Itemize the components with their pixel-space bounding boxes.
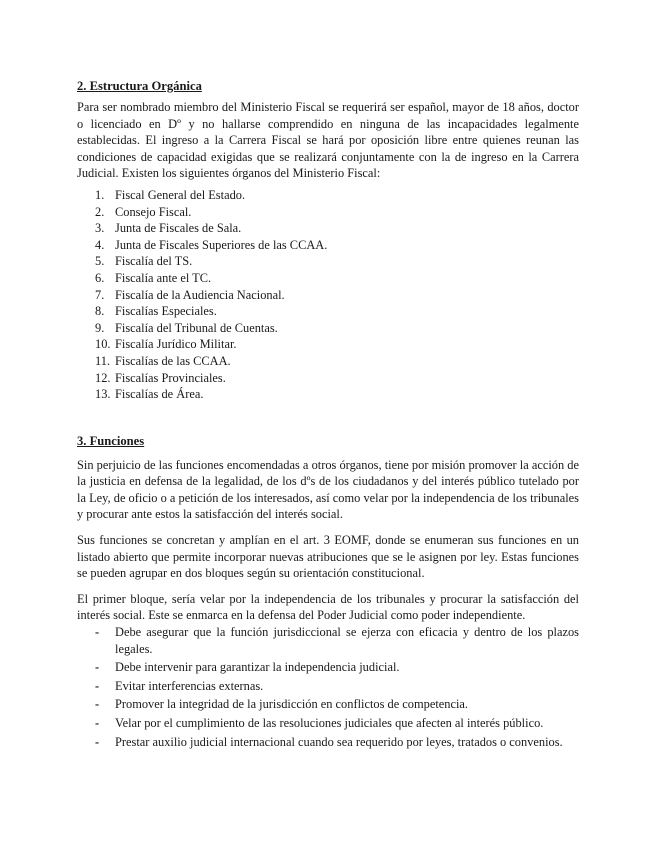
list-item-text: Debe asegurar que la función jurisdiccional se ejerza con eficacia y dentro de los plazos legales. <box>115 625 579 656</box>
section-2-intro: Para ser nombrado miembro del Ministerio Fiscal se requerirá ser español, mayor de 18 años, doctor o licenciado en Dº y no hallarse comprendido en ninguna de las incapacidades legalmente establecidas. El ingreso a la Carrera Fiscal se hará por oposición libre entre quienes reunan las condiciones de capacidad exigidas que se realizará conjuntamente con la de ingreso en la Carrera Judicial. Existen los siguientes órganos del Ministerio Fiscal: <box>77 100 579 181</box>
section-3-heading: 3. Funciones <box>77 433 145 448</box>
list-item-text: Junta de Fiscales de Sala. <box>115 221 242 236</box>
list-item <box>77 715 579 732</box>
list-item <box>77 353 579 370</box>
list-item <box>77 253 579 270</box>
list-item-text: Velar por el cumplimiento de las resoluciones judiciales que afecten al interés público. <box>115 716 544 730</box>
dash-bullet: - <box>95 716 100 730</box>
list-item-text: Debe intervenir para garantizar la independencia judicial. <box>115 660 400 675</box>
list-item-text: Fiscalías de Área. <box>115 387 204 402</box>
list-number: 3. <box>95 221 105 236</box>
dash-bullet: - <box>95 697 100 712</box>
section-3-paragraph-2: Sus funciones se concretan y amplían en el art. 3 EOMF, donde se enumeran sus funciones en un listado abierto que permite incorporar nuevas atribuciones que se le asignen por ley. Estas funciones se pueden agrupar en dos bloques según su orientación constitucional. <box>77 533 579 581</box>
list-item-text: Fiscalía Jurídico Militar. <box>115 337 237 352</box>
list-number: 11. <box>95 353 111 368</box>
list-item <box>77 270 579 287</box>
list-number: 5. <box>95 254 105 269</box>
list-item-text: Fiscalías Especiales. <box>115 304 217 319</box>
list-item <box>77 386 579 403</box>
list-item <box>77 287 579 304</box>
list-item-text: Fiscalías de las CCAA. <box>115 353 231 368</box>
list-item-text: Fiscalía del TS. <box>115 254 193 269</box>
list-item <box>77 320 579 337</box>
list-item <box>77 624 579 657</box>
list-item-text: Fiscal General del Estado. <box>115 187 246 202</box>
section-3-paragraph-3: El primer bloque, sería velar por la independencia de los tribunales y procurar la satisfacción del interés social. Este se enmarca en la defensa del Poder Judicial como poder independiente. <box>77 591 579 623</box>
section-3-paragraph-1: Sin perjuicio de las funciones encomendadas a otros órganos, tiene por misión promover la acción de la justicia en defensa de la legalidad, de los dºs de los ciudadanos y del interés público tutelado por la Ley, de oficio o a petición de los interesados, así como velar por la independencia de los tribunales y procurar ante estos la satisfacción del interés social. <box>77 457 579 522</box>
dash-bullet: - <box>95 660 100 675</box>
list-item <box>77 237 579 254</box>
list-item <box>77 336 579 353</box>
list-number: 4. <box>95 237 105 252</box>
list-item-text: Fiscalía del Tribunal de Cuentas. <box>115 320 278 335</box>
list-item-text: Evitar interferencias externas. <box>115 678 264 693</box>
list-item-text: Junta de Fiscales Superiores de las CCAA. <box>115 237 328 252</box>
list-number: 12. <box>95 370 111 385</box>
list-item <box>77 220 579 237</box>
list-item-text: Prestar auxilio judicial internacional cuando sea requerido por leyes, tratados o convenios. <box>115 734 563 749</box>
list-item <box>77 187 579 204</box>
list-item <box>77 678 579 695</box>
list-item-text: Consejo Fiscal. <box>115 204 192 219</box>
list-item-text: Fiscalía ante el TC. <box>115 270 212 285</box>
list-number: 9. <box>95 320 105 335</box>
document-page <box>77 78 579 752</box>
section-2-heading: 2. Estructura Orgánica <box>77 79 202 93</box>
list-item <box>77 370 579 387</box>
list-item <box>77 696 579 713</box>
list-item-text: Fiscalía de la Audiencia Nacional. <box>115 287 285 302</box>
list-number: 6. <box>95 270 105 285</box>
list-number: 8. <box>95 304 105 319</box>
list-number: 7. <box>95 287 105 302</box>
list-item <box>77 204 579 221</box>
dash-bullet: - <box>95 734 100 749</box>
organs-list <box>77 187 579 403</box>
list-number: 10. <box>95 337 111 352</box>
dash-bullet: - <box>95 678 100 693</box>
list-number: 2. <box>95 204 105 219</box>
list-item-text: Promover la integridad de la jurisdicción en conflictos de competencia. <box>115 697 469 712</box>
list-number: 13. <box>95 387 111 402</box>
functions-bullet-list <box>77 624 579 750</box>
section-spacer <box>77 403 579 433</box>
dash-bullet: - <box>95 625 100 640</box>
list-item-text: Fiscalías Provinciales. <box>115 370 226 385</box>
list-number: 1. <box>95 187 105 202</box>
list-item <box>77 734 579 751</box>
list-item <box>77 659 579 676</box>
list-item <box>77 303 579 320</box>
